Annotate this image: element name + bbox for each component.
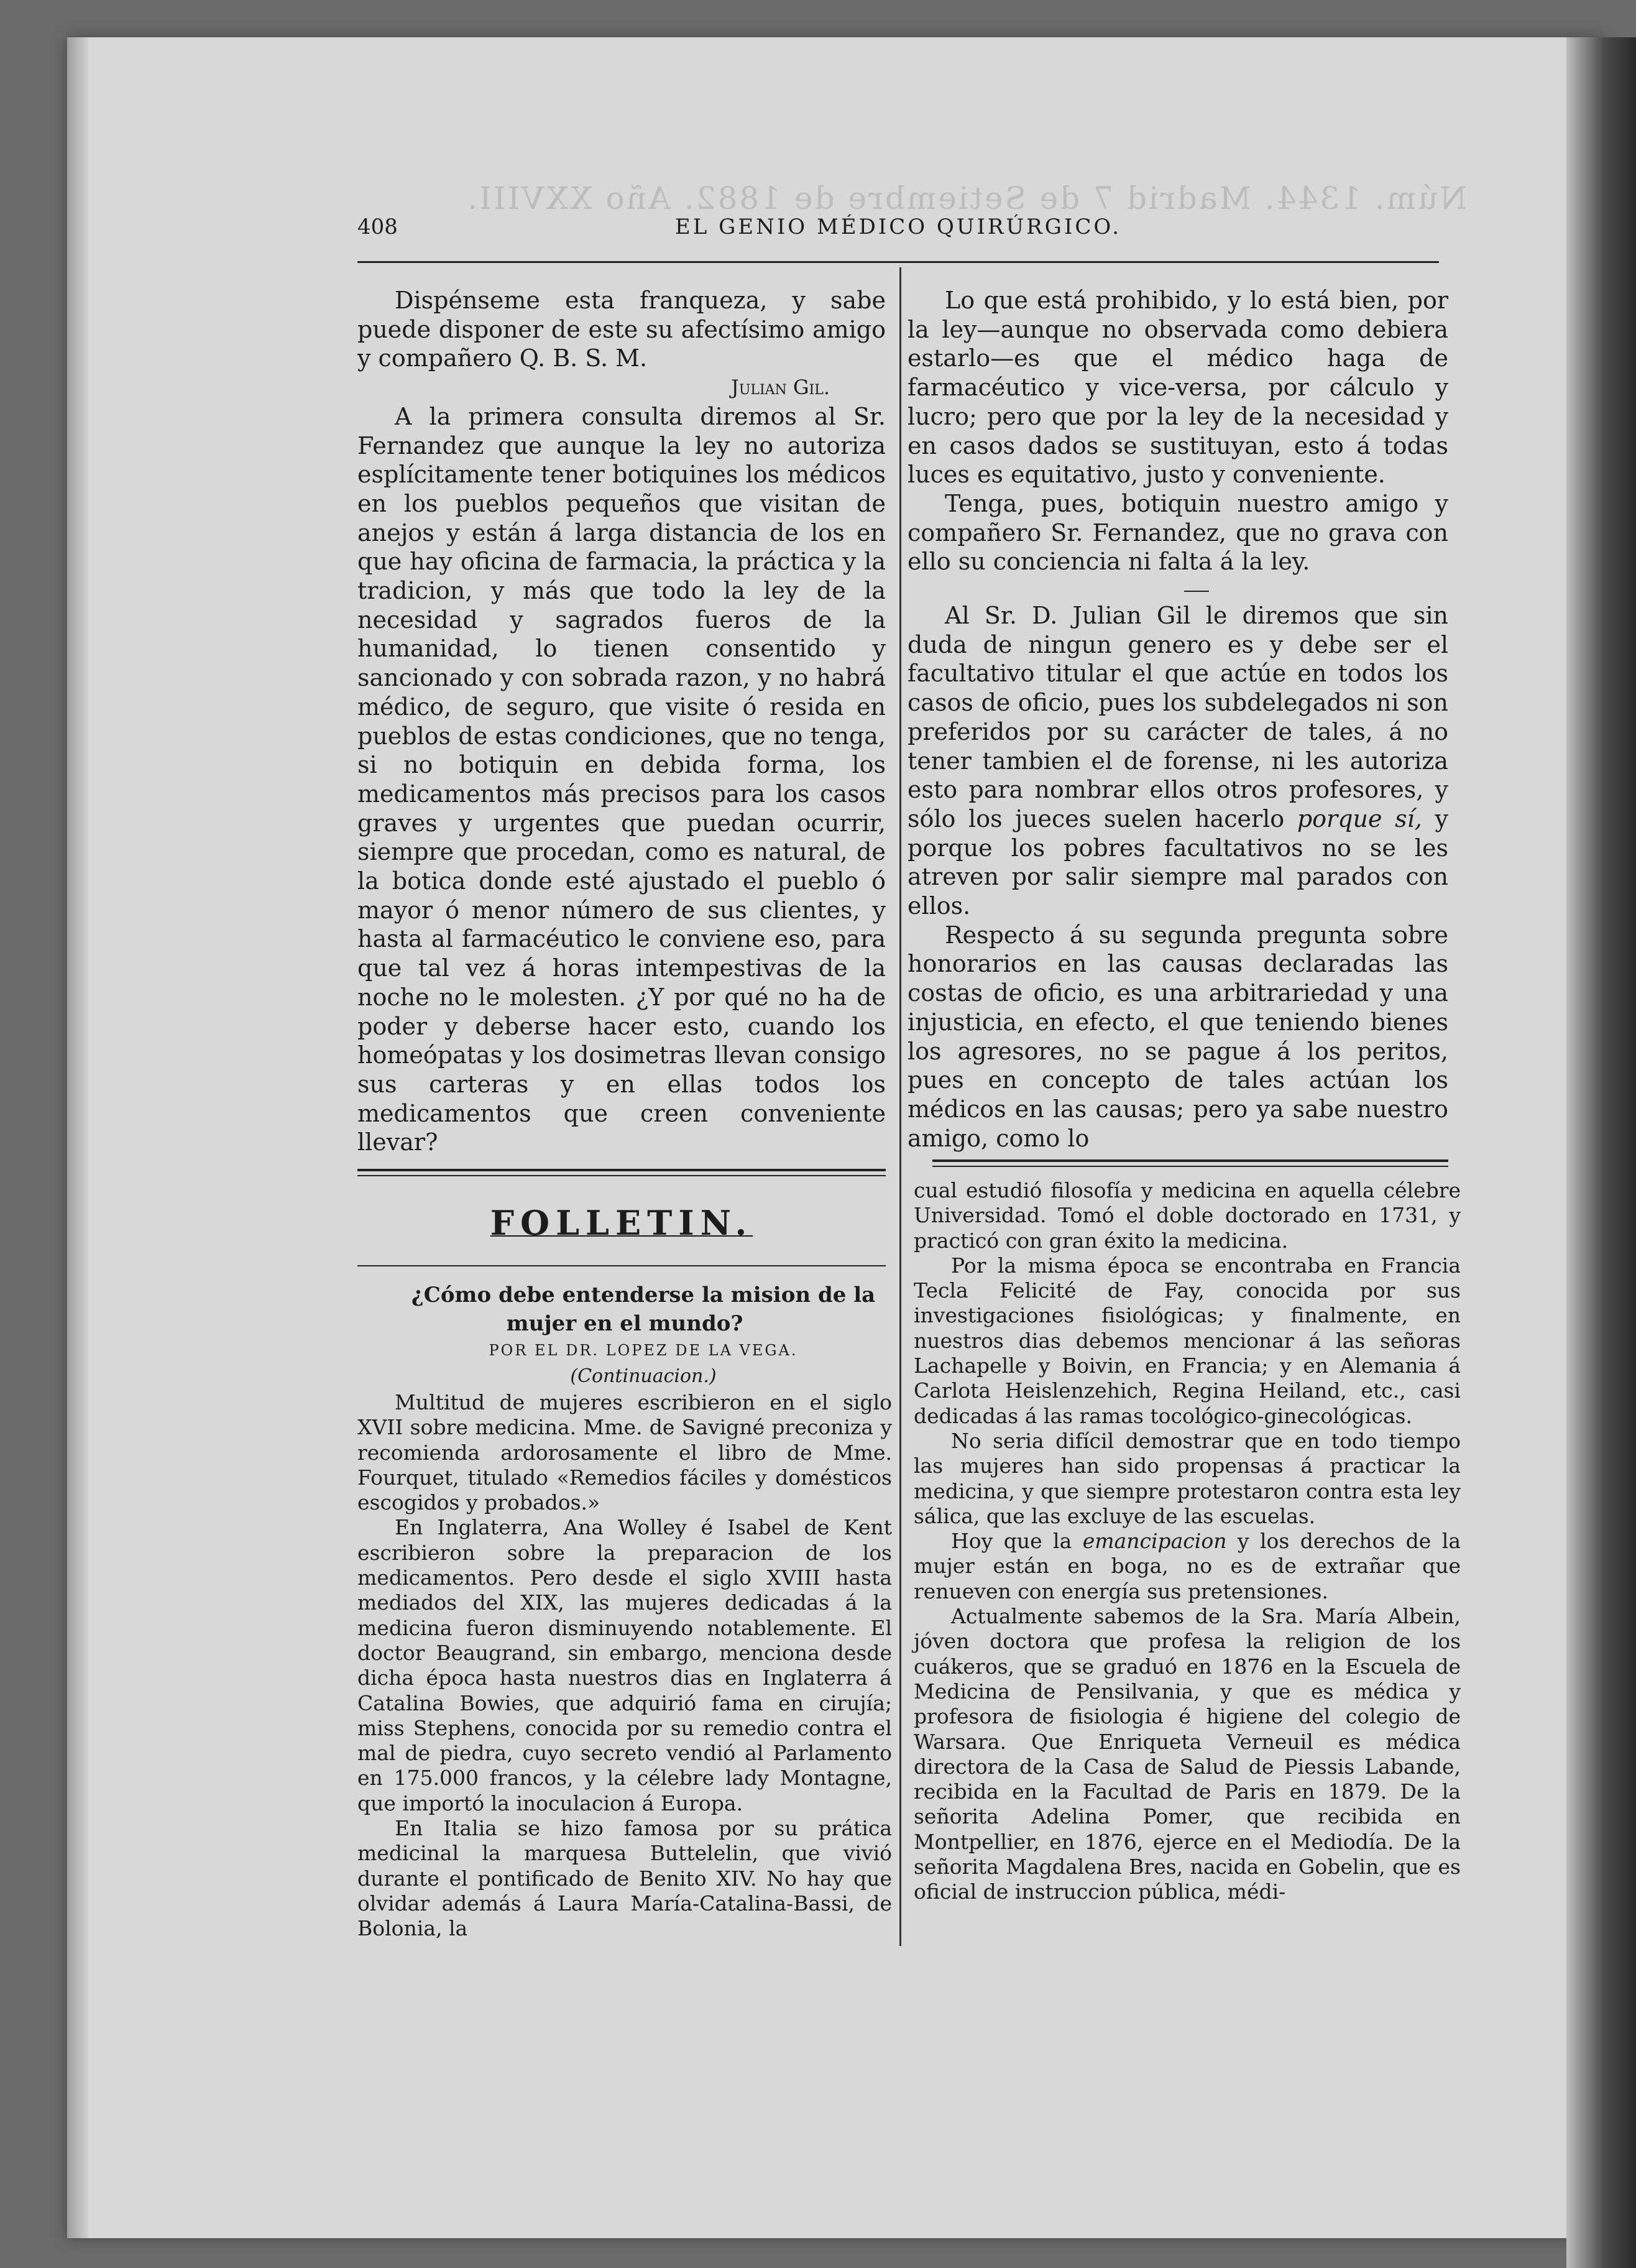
reply-paragraph-1: A la primera consulta diremos al Sr. Fernandez que aunque la ley no autoriza esplícitamente tener botiquines los médicos en los pueblos pequeños que visitan de anejos y están á larga distancia de los en que hay oficina de farmacia, la práctica y la tradicion, y más que todo la ley de la necesidad y sagrados fueros de la humanidad, lo tienen consentido y sancionado y con sobrada razon, y no habrá médico, de seguro, que visite ó resida en pueblos de estas condiciones, que no tenga, si no botiquin en debida forma, los medicamentos más precisos para los casos graves y urgentes que puedan ocurrir, siempre que procedan, como es natural, de la botica donde esté ajustado el pueblo ó mayor ó menor número de sus clientes, y hasta al farmacéutico le conviene eso, para que tal vez á horas intempestivas de la noche no le molesten. ¿Y por qué no ha de poder y deberse hacer esto, cuando los homeópatas y los dosimetras llevan consigo sus carteras y en ellas todos los medicamentos que creen conveniente llevar? bbox=[357, 402, 886, 1156]
folletin-left-column bbox=[357, 1281, 892, 1942]
folletin-paragraph-4: cual estudió filosofía y medicina en aquella célebre Universidad. Tomó el doble doctorado en 1731, y practicó con gran éxito la medicina. bbox=[914, 1178, 1461, 1253]
folletin-rule-left-2 bbox=[357, 1175, 886, 1176]
folletin-paragraph-1: Multitud de mujeres escribieron en el siglo XVII sobre medicina. Mme. de Savigné preconiza y recomienda ardorosamente el libro de Mme. Fourquet, titulado «Remedios fáciles y domésticos escogidos y probados.» bbox=[357, 1390, 892, 1515]
folletin-rule-right-2 bbox=[932, 1166, 1448, 1167]
header-rule bbox=[357, 261, 1439, 263]
article-title: ¿Cómo debe entenderse la mision de la mujer en el mundo? bbox=[411, 1283, 876, 1336]
reply-paragraph-5: Respecto á su segunda pregunta sobre honorarios en las causas declaradas las costas de oficio, es una arbitrariedad y una injusticia, en efecto, el que teniendo bienes los agresores, no se pague á los peritos, pues en concepto de tales actúan los médicos en las causas; pero ya sabe nuestro amigo, como lo bbox=[908, 921, 1448, 1152]
book-spine bbox=[1566, 37, 1636, 2268]
letter-closing: Dispénseme esta franqueza, y sabe puede disponer de este su afectísimo amigo y compañero Q. B. S. M. bbox=[357, 287, 886, 372]
right-column-top bbox=[908, 286, 1448, 1153]
left-column-top bbox=[357, 286, 886, 1157]
page-number: 408 bbox=[357, 214, 398, 239]
folletin-paragraph-2: En Inglaterra, Ana Wolley é Isabel de Kent escribieron sobre la preparacion de los medicamentos. Pero desde el siglo XVIII hasta mediados del XIX, las mujeres dedicadas á la medicina fueron disminuyendo notablemente. El doctor Beaugrand, sin embargo, menciona desde dicha época hasta nuestros dias en Inglaterra á Catalina Bowies, que adquirió fama en cirujía; miss Stephens, conocida por su remedio contra el mal de piedra, cuyo secreto vendió al Parlamento en 175.000 francos, y la célebre lady Montagne, que importó la inoculacion á Europa. bbox=[357, 1515, 892, 1815]
reply-paragraph-2: Lo que está prohibido, y lo está bien, por la ley—aunque no observada como debiera estarlo—es que el médico haga de farmacéutico y vice-versa, por cálculo y lucro; pero que por la ley de la necesidad y en casos dados se sustituyan, esto á todas luces es equitativo, justo y conveniente. bbox=[908, 287, 1448, 489]
folletin-right-column bbox=[914, 1178, 1461, 1905]
continuation-note: (Continuacion.) bbox=[570, 1365, 717, 1387]
page-left-edge bbox=[67, 37, 88, 2238]
folletin-paragraph-3: En Italia se hizo famosa por su prática medicinal la marquesa Buttelelin, que vivió durante el pontificado de Benito XIV. No hay que olvidar además á Laura María-Catalina-Bassi, de Bolonia, la bbox=[357, 1816, 892, 1941]
article-byline: POR EL DR. LOPEZ DE LA VEGA. bbox=[489, 1342, 798, 1359]
separator-dash bbox=[908, 576, 1448, 601]
reply-paragraph-4: Al Sr. D. Julian Gil le diremos que sin duda de ningun genero es y debe ser el facultativo titular el que actúe en todos los casos de oficio, pues los subdelegados ni son preferidos por su carácter de tales, á no tener tambien el de forense, ni les autoriza esto para nombrar ellos otros profesores, y sólo los jueces suelen hacerlo porque sí, y porque los pobres facultativos no se les atreven por salir siempre mal parados con ellos. bbox=[908, 602, 1448, 920]
italic-emancipacion: emancipacion bbox=[1082, 1529, 1227, 1554]
signature: Julian Gil. bbox=[730, 376, 830, 400]
folletin-rule-right-1 bbox=[932, 1159, 1448, 1162]
page-header bbox=[357, 214, 1439, 249]
reply-paragraph-3: Tenga, pues, botiquin nuestro amigo y compañero Sr. Fernandez, que no grava con ello su conciencia ni falta á la ley. bbox=[908, 489, 1448, 576]
folletin-paragraph-7: Hoy que la emancipacion y los derechos de la mujer están en boga, no es de extrañar que renueven con energía sus pretensiones. bbox=[914, 1529, 1461, 1603]
folletin-rule-left-1 bbox=[357, 1169, 886, 1171]
folletin-paragraph-5: Por la misma época se encontraba en Francia Tecla Felicité de Fay, conocida por sus investigaciones fisiológicas; y finalmente, en nuestros dias debemos mencionar á las señoras Lachapelle y Boivin, en Francia; y en Alemania á Carlota Heislenzehich, Regina Heiland, etc., casi dedicadas á las ramas tocológico-ginecológicas. bbox=[914, 1253, 1461, 1428]
bleed-through-text: Núm. 1344. Madrid 7 de Setiembre de 1882. Año XXVIII. bbox=[466, 180, 1467, 216]
folletin-heading: FOLLETIN. bbox=[490, 1203, 753, 1243]
italic-phrase: porque sí, bbox=[1297, 804, 1422, 832]
journal-title: EL GENIO MÉDICO QUIRÚRGICO. bbox=[674, 214, 1122, 239]
folletin-paragraph-8: Actualmente sabemos de la Sra. María Albein, jóven doctora que profesa la religion de los cuákeros, que se graduó en 1876 en la Escuela de Medicina de Pensilvania, y que es médica y profesora de fisiologia é higiene del colegio de Warsara. Que Enriqueta Verneuil es médica directora de la Casa de Salud de Piessis Labande, recibida en la Facultad de Paris en 1879. De la señorita Adelina Pomer, que recibida en Montpellier, en 1876, ejerce en el Mediodía. De la señorita Magdalena Bres, nacida en Gobelin, que es oficial de instruccion pública, médi- bbox=[914, 1604, 1461, 1904]
folletin-paragraph-6: No seria difícil demostrar que en todo tiempo las mujeres han sido propensas á practicar la medicina, y que siempre protestaron contra esta ley sálica, que las excluye de las escuelas. bbox=[914, 1428, 1461, 1528]
column-divider bbox=[899, 267, 901, 1946]
folletin-under-rule bbox=[357, 1265, 886, 1266]
